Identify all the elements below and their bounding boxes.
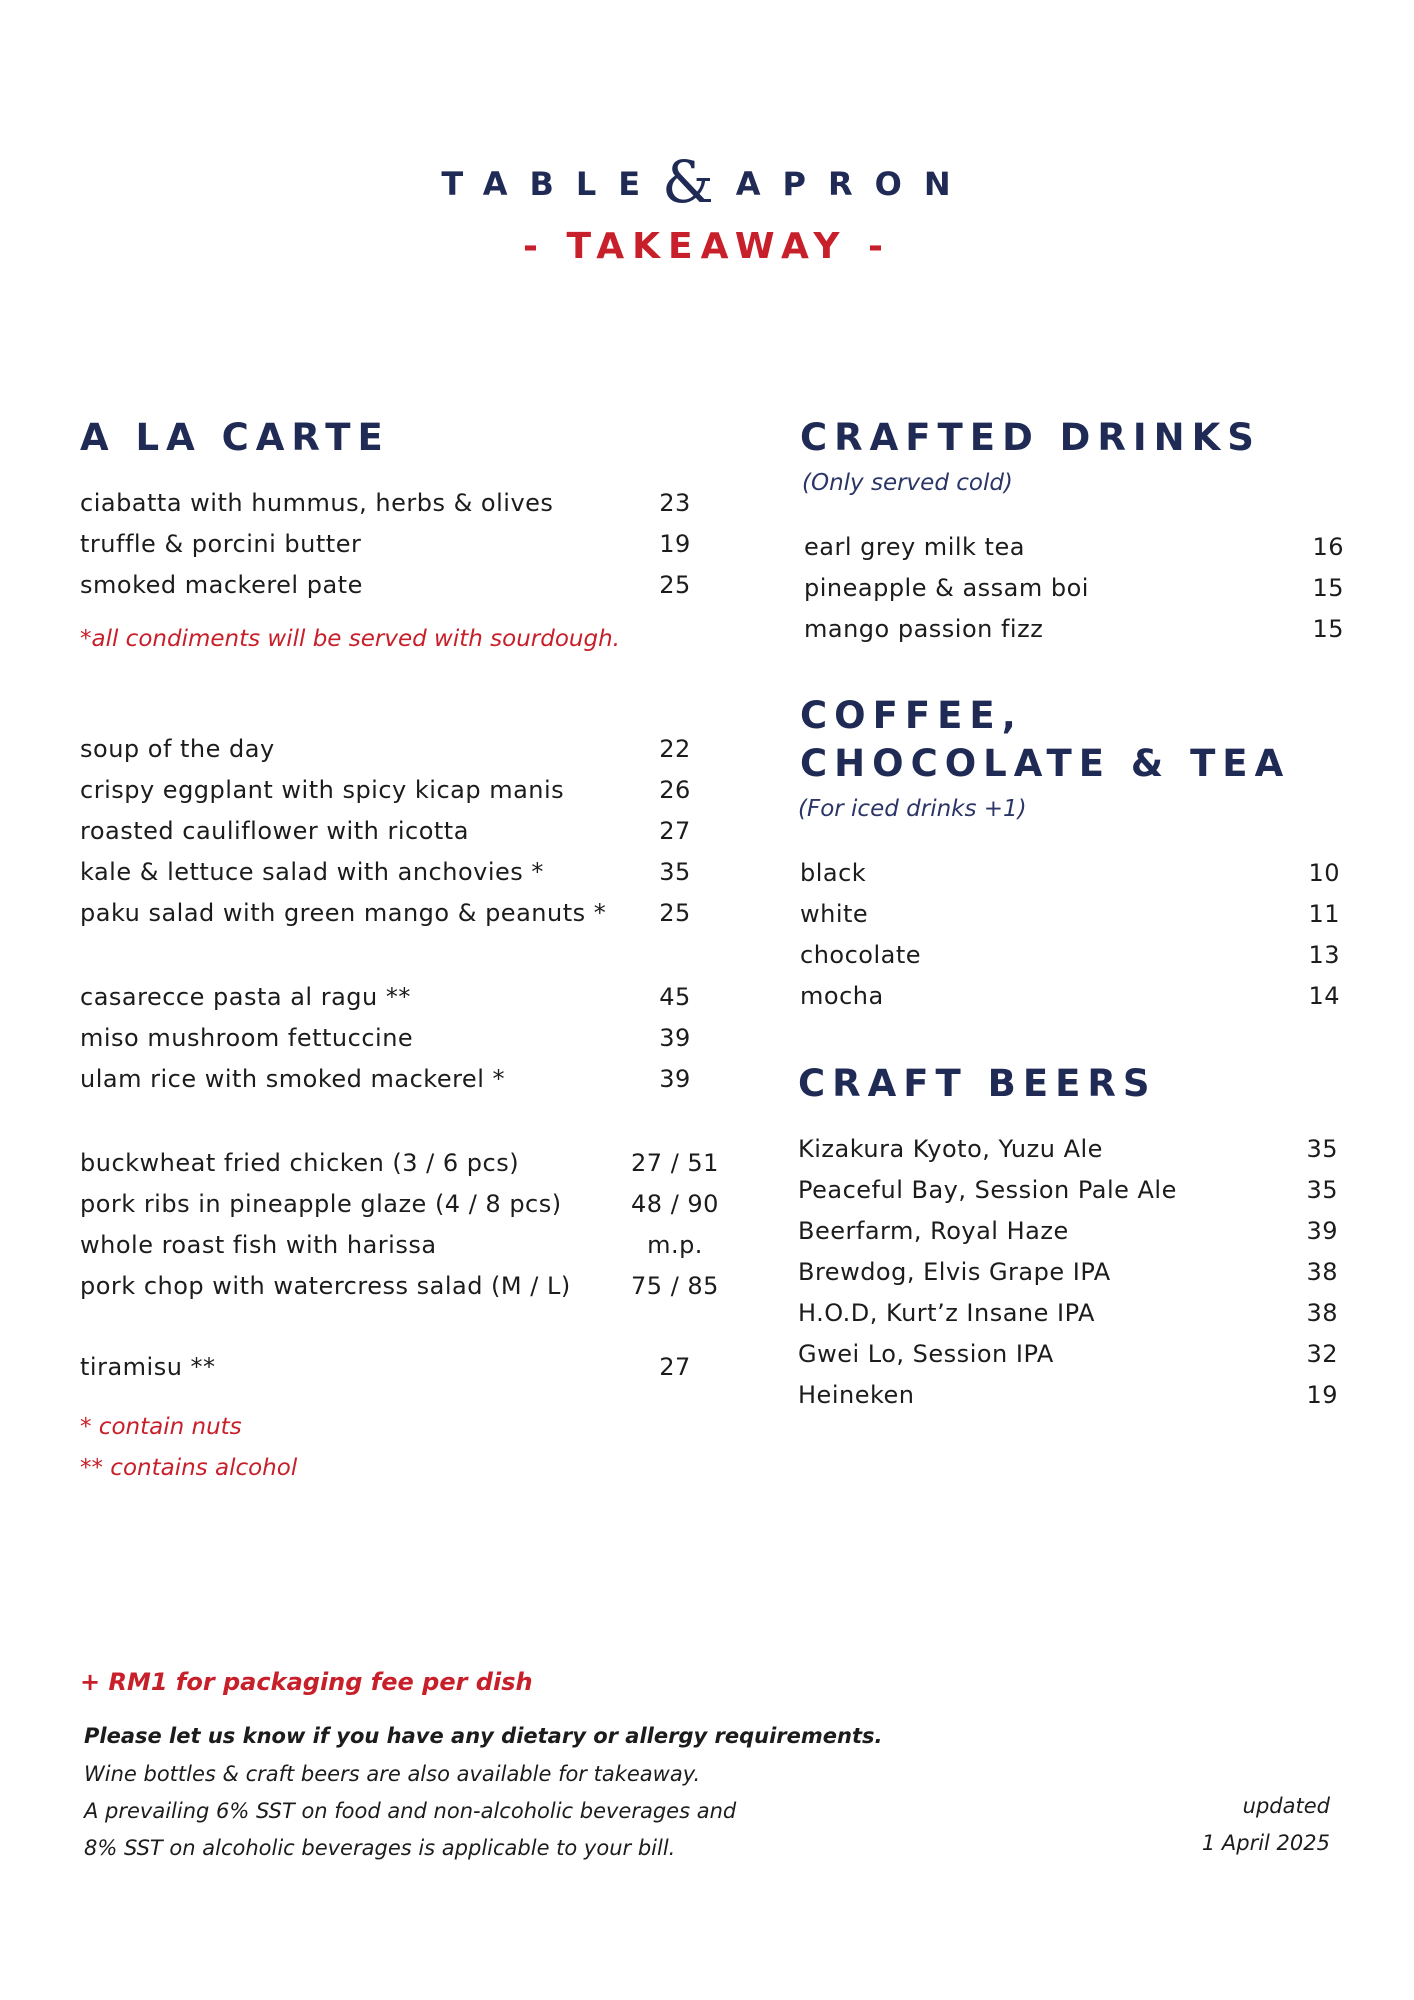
menu-item: roasted cauliflower with ricotta 27 — [80, 816, 691, 845]
coffee-heading-line2: CHOCOLATE & TEA — [800, 742, 1291, 785]
dietary-note: Please let us know if you have any dietary or allergy requirements. — [84, 1724, 883, 1748]
menu-item: pork ribs in pineapple glaze (4 / 8 pcs) 48 / 90 — [80, 1189, 719, 1218]
menu-item: ulam rice with smoked mackerel * 39 — [80, 1064, 691, 1093]
menu-item: truffle & porcini butter 19 — [80, 529, 691, 558]
menu-item: mango passion fizz 15 — [804, 614, 1344, 643]
menu-item: Peaceful Bay, Session Pale Ale 35 — [798, 1175, 1338, 1204]
menu-item: buckwheat fried chicken (3 / 6 pcs) 27 / 51 — [80, 1148, 719, 1177]
packaging-fee-note: + RM1 for packaging fee per dish — [80, 1668, 533, 1696]
menu-item: Kizakura Kyoto, Yuzu Ale 35 — [798, 1134, 1338, 1163]
menu-item: mocha 14 — [800, 981, 1340, 1010]
menu-item: kale & lettuce salad with anchovies * 35 — [80, 857, 691, 886]
crafted-drinks-subtitle: (Only served cold) — [802, 470, 1013, 496]
craft-beers-heading: CRAFT BEERS — [798, 1062, 1157, 1105]
crafted-drinks-heading: CRAFTED DRINKS — [800, 416, 1261, 459]
menu-item: H.O.D, Kurt’z Insane IPA 38 — [798, 1298, 1338, 1327]
takeaway-note: Wine bottles & craft beers are also available for takeaway. — [84, 1762, 701, 1786]
menu-item: miso mushroom fettuccine 39 — [80, 1023, 691, 1052]
menu-item: ciabatta with hummus, herbs & olives 23 — [80, 488, 691, 517]
menu-item: smoked mackerel pate 25 — [80, 570, 691, 599]
coffee-subtitle: (For iced drinks +1) — [798, 796, 1027, 822]
logo-text-right: APRON — [735, 165, 973, 203]
menu-item: casarecce pasta al ragu ** 45 — [80, 982, 691, 1011]
logo — [0, 150, 1414, 218]
menu-item: Beerfarm, Royal Haze 39 — [798, 1216, 1338, 1245]
menu-item: soup of the day 22 — [80, 734, 691, 763]
updated-date: 1 April 2025 — [1201, 1831, 1330, 1855]
coffee-heading-line1: COFFEE, — [800, 694, 1023, 737]
sst-note-line2: 8% SST on alcoholic beverages is applicable to your bill. — [84, 1836, 676, 1860]
menu-item: earl grey milk tea 16 — [804, 532, 1344, 561]
logo-text-left: TABLE — [441, 165, 663, 203]
menu-item: Brewdog, Elvis Grape IPA 38 — [798, 1257, 1338, 1286]
legend-nuts: * contain nuts — [80, 1414, 242, 1440]
menu-item: pineapple & assam boi 15 — [804, 573, 1344, 602]
menu-item: chocolate 13 — [800, 940, 1340, 969]
menu-item: white 11 — [800, 899, 1340, 928]
menu-item: whole roast fish with harissa m.p. — [80, 1230, 703, 1259]
menu-item: paku salad with green mango & peanuts * 25 — [80, 898, 691, 927]
menu-item: black 10 — [800, 858, 1340, 887]
sst-note-line1: A prevailing 6% SST on food and non-alcoholic beverages and — [84, 1799, 737, 1823]
logo-ampersand: & — [662, 148, 714, 216]
a-la-carte-heading: A LA CARTE — [80, 416, 390, 459]
page-subtitle: - TAKEAWAY - — [523, 226, 891, 267]
menu-item: pork chop with watercress salad (M / L) 75 / 85 — [80, 1271, 719, 1300]
legend-alcohol: ** contains alcohol — [80, 1455, 298, 1481]
updated-label: updated — [1242, 1794, 1330, 1818]
menu-item: Gwei Lo, Session IPA 32 — [798, 1339, 1338, 1368]
menu-item: Heineken 19 — [798, 1380, 1338, 1409]
menu-item: crispy eggplant with spicy kicap manis 26 — [80, 775, 691, 804]
menu-item: tiramisu ** 27 — [80, 1352, 691, 1381]
condiments-note: *all condiments will be served with sourdough. — [80, 626, 620, 652]
